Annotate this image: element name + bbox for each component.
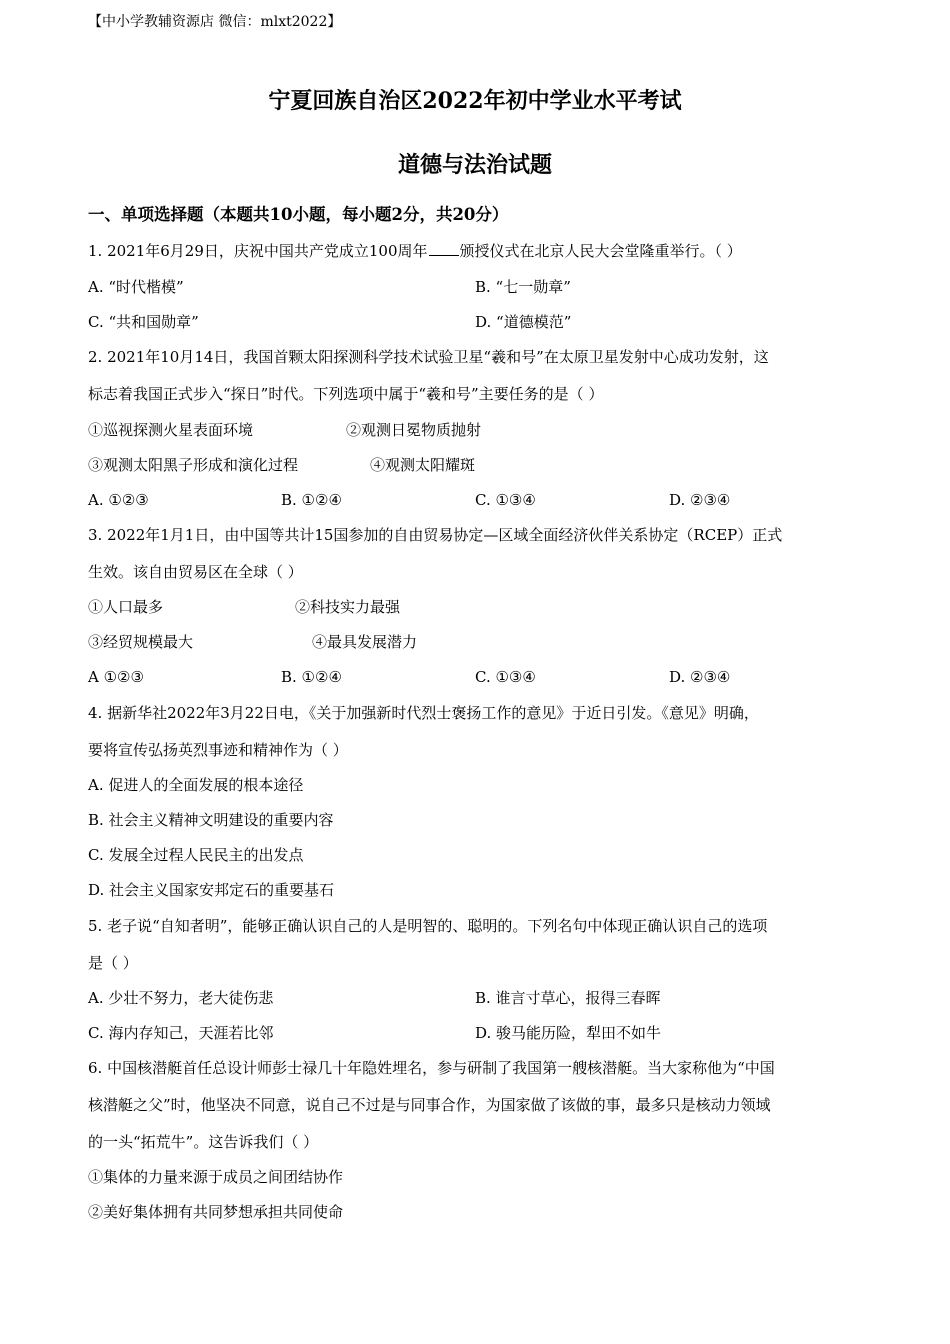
statement-3: ③经贸规模最大: [88, 633, 194, 651]
option-d: D. 骏马能历险，犁田不如牛: [475, 1024, 662, 1042]
section-heading: 一、单项选择题（本题共10小题，每小题2分，共20分）: [88, 205, 509, 224]
option-a: A. 少壮不努力，老大徒伤悲: [88, 989, 274, 1007]
statement-2: ②观测日冕物质抛射: [346, 421, 482, 439]
statement-3: ③观测太阳黑子形成和演化过程: [88, 456, 299, 474]
statement-1: ①人口最多: [88, 598, 164, 616]
question-6-stem-line3: 的一头“拓荒牛”。这告诉我们（ ）: [88, 1133, 319, 1151]
option-c: C. ①③④: [475, 668, 536, 686]
question-6-stem-line2: 核潜艇之父”时，他坚决不同意，说自己不过是与同事合作，为国家做了该做的事，最多只是核动力领域: [88, 1096, 771, 1114]
question-4-stem-line1: 4. 据新华社2022年3月22日电，《关于加强新时代烈士褒扬工作的意见》于近日引发。《意见》明确，: [88, 704, 759, 722]
option-a: A ①②③: [88, 668, 144, 686]
option-d: D. 社会主义国家安邦定石的重要基石: [88, 881, 335, 899]
option-c: C. “共和国勋章”: [88, 313, 199, 331]
question-2-stem-line2: 标志着我国正式步入“探日”时代。下列选项中属于“羲和号”主要任务的是（ ）: [88, 385, 604, 403]
option-b: B. “七一勋章”: [475, 278, 571, 296]
option-c: C. ①③④: [475, 491, 536, 509]
header-note: 【中小学教辅资源店 微信：mlxt2022】: [88, 14, 342, 30]
option-b: B. ①②④: [281, 668, 342, 686]
option-a: A. “时代楷模”: [88, 278, 184, 296]
question-6-stem-line1: 6. 中国核潜艇首任总设计师彭士禄几十年隐姓埋名，参与研制了我国第一艘核潜艇。当大家称他为“中国: [88, 1059, 775, 1077]
question-3-stem-line2: 生效。该自由贸易区在全球（ ）: [88, 563, 303, 581]
option-d: D. ②③④: [669, 491, 731, 509]
option-b: B. 社会主义精神文明建设的重要内容: [88, 811, 334, 829]
question-4-stem-line2: 要将宣传弘扬英烈事迹和精神作为（ ）: [88, 741, 348, 759]
statement-1: ①集体的力量来源于成员之间团结协作: [88, 1168, 344, 1186]
statement-4: ④观测太阳耀斑: [370, 456, 476, 474]
question-2-stem-line1: 2. 2021年10月14日，我国首颗太阳探测科学技术试验卫星“羲和号”在太原卫星发射中心成功发射，这: [88, 348, 769, 366]
option-b: B. 谁言寸草心，报得三春晖: [475, 989, 661, 1007]
question-5-stem-line2: 是（ ）: [88, 954, 138, 972]
option-c: C. 发展全过程人民民主的出发点: [88, 846, 304, 864]
option-b: B. ①②④: [281, 491, 342, 509]
exam-subtitle: 道德与法治试题: [397, 152, 552, 178]
statement-2: ②美好集体拥有共同梦想承担共同使命: [88, 1203, 344, 1221]
option-a: A. 促进人的全面发展的根本途径: [88, 776, 304, 794]
statement-1: ①巡视探测火星表面环境: [88, 421, 254, 439]
question-1-stem: 1. 2021年6月29日，庆祝中国共产党成立100周年 颁授仪式在北京人民大会堂隆重举行。（ ）: [88, 242, 742, 260]
question-3-stem-line1: 3. 2022年1月1日，由中国等共计15国参加的自由贸易协定—区域全面经济伙伴关系协定（RCEP）正式: [88, 526, 783, 544]
option-d: D. ②③④: [669, 668, 731, 686]
statement-4: ④最具发展潜力: [312, 633, 418, 651]
option-c: C. 海内存知己，天涯若比邻: [88, 1024, 274, 1042]
option-a: A. ①②③: [88, 491, 149, 509]
statement-2: ②科技实力最强: [295, 598, 401, 616]
option-d: D. “道德模范”: [475, 313, 572, 331]
fill-blank: [429, 241, 459, 256]
exam-title: 宁夏回族自治区2022年初中学业水平考试: [268, 88, 682, 114]
question-5-stem-line1: 5. 老子说“自知者明”，能够正确认识自己的人是明智的、聪明的。下列名句中体现正确认识自己的选项: [88, 917, 768, 935]
